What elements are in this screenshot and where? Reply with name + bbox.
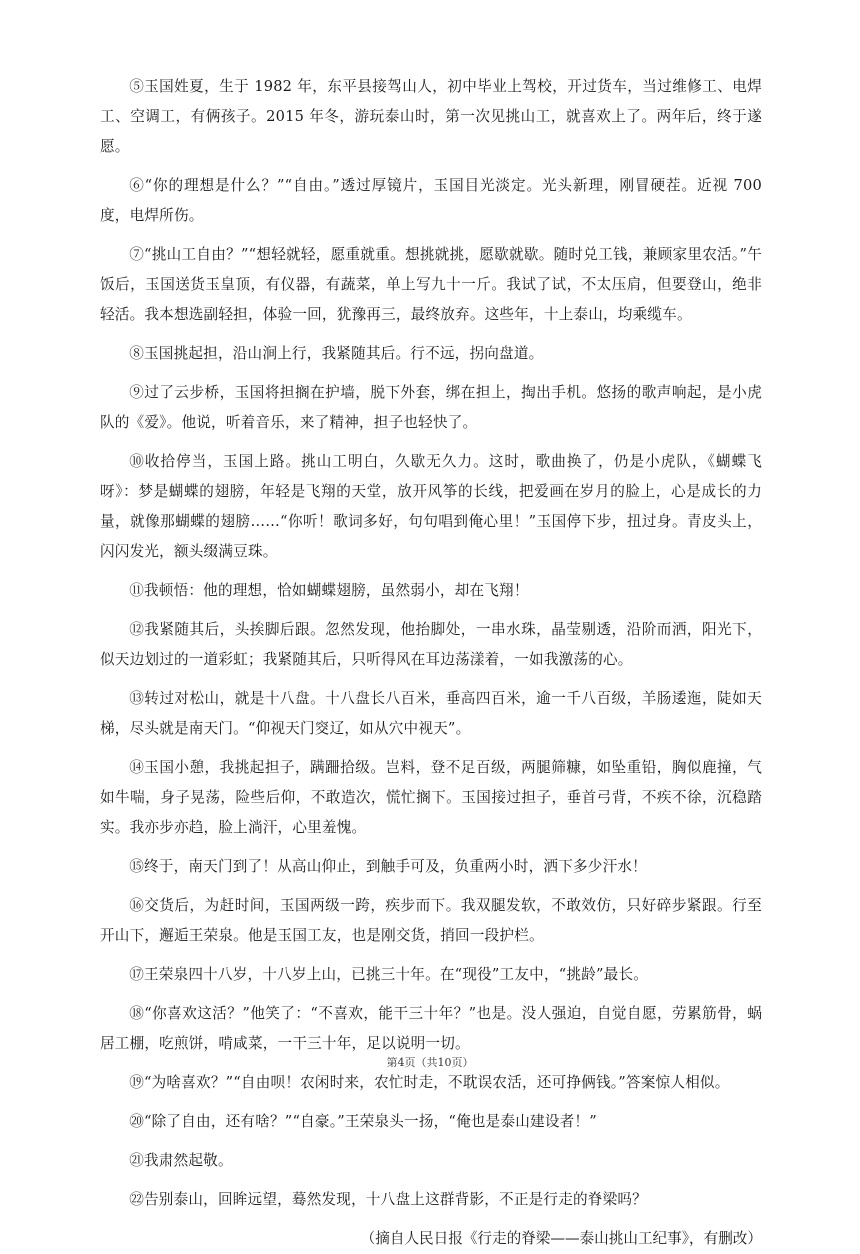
paragraph-7: ⑦“挑山工自由？”“想轻就轻，愿重就重。想挑就挑，愿歇就歇。随时兑工钱，兼顾家里农活。”午饭后，玉国送货玉皇顶，有仪器，有蔬菜，单上写九十一斤。我试了试，不太压肩，但要登山，绝非轻活。我本想选副轻担，体验一回，犹豫再三，最终放弃。这些年，十上泰山，均乘缆车。 <box>100 246 762 323</box>
page-footer: 第4页（共10页） <box>386 1056 474 1069</box>
paragraph-9: ⑨过了云步桥，玉国将担搁在护墙，脱下外套，绑在担上，掏出手机。悠扬的歌声响起，是小虎队的《爱》。他说，听着音乐，来了精神，担子也轻快了。 <box>100 384 762 431</box>
paragraph-6: ⑥“你的理想是什么？”“自由。”透过厚镜片，玉国目光淡定。光头新理，刚冒硬茬。近视 700 度，电焊所伤。 <box>100 177 762 224</box>
paragraph-13: ⑬转过对松山，就是十八盘。十八盘长八百米，垂高四百米，逾一千八百级，羊肠逶迤，陡如天梯，尽头就是南天门。“仰视天门窔辽，如从穴中视天”。 <box>100 690 762 737</box>
paragraph-17: ⑰王荣泉四十八岁，十八岁上山，已挑三十年。在“现役”工友中，“挑龄”最长。 <box>129 966 649 983</box>
paragraph-21: ㉑我肃然起敬。 <box>129 1152 233 1169</box>
paragraph-18: ⑱“你喜欢这活？”他笑了：“不喜欢，能干三十年？”也是。没人强迫，自觉自愿，劳累筋骨，蜗居工棚，吃煎饼，啃咸菜，一干三十年，足以说明一切。 <box>100 1005 762 1052</box>
paragraph-20: ⑳“除了自由，还有啥？”“自豪。”王荣泉头一扬，“俺也是泰山建设者！” <box>129 1113 597 1130</box>
paragraph-8: ⑧玉国挑起担，沿山涧上行，我紧随其后。行不远，拐向盘道。 <box>129 345 544 362</box>
paragraph-10: ⑩收拾停当，玉国上路。挑山工明白，久歇无久力。这时，歌曲换了，仍是小虎队，《蝴蝶飞呀》：梦是蝴蝶的翅膀，年轻是飞翔的天堂，放开风筝的长线，把爱画在岁月的脸上，心是成长的力量，就像那蝴蝶的翅膀……“你听！歌词多好，句句唱到俺心里！”玉国停下步，扭过身。青皮头上，闪闪发光，额头缀满豆珠。 <box>100 453 762 560</box>
paragraph-22: ㉒告别泰山，回眸远望，蓦然发现，十八盘上这群背影，不正是行走的脊梁吗？ <box>129 1191 647 1208</box>
paragraph-5: ⑤玉国姓夏，生于 1982 年，东平县接驾山人，初中毕业上驾校，开过货车，当过维修工、电焊工、空调工，有俩孩子。2015 年冬，游玩泰山时，第一次见挑山工，就喜欢上了。两年后，终于遂愿。 <box>100 78 762 155</box>
paragraph-14: ⑭玉国小憩，我挑起担子，蹒跚拾级。岂料，登不足百级，两腿筛糠，如坠重铅，胸似鹿撞，气如牛喘，身子晃荡，险些后仰，不敢造次，慌忙搁下。玉国接过担子，垂首弓背，不疾不徐，沉稳踏实。我亦步亦趋，脸上淌汗，心里羞愧。 <box>100 759 762 836</box>
paragraph-11: ⑪我顿悟：他的理想，恰如蝴蝶翅膀，虽然弱小，却在飞翔！ <box>129 582 529 599</box>
paragraph-12: ⑫我紧随其后，头挨脚后跟。忽然发现，他抬脚处，一串水珠，晶莹剔透，沿阶而洒，阳光下，似天边划过的一道彩虹；我紧随其后，只听得风在耳边荡漾着，一如我激荡的心。 <box>100 621 762 668</box>
article-body <box>100 72 762 1254</box>
paragraph-19: ⑲“为啥喜欢？”“自由呗！农闲时来，农忙时走，不耽误农活，还可挣俩钱。”答案惊人相似。 <box>129 1074 730 1091</box>
paragraph-15: ⑮终于，南天门到了！从高山仰止，到触手可及，负重两小时，洒下多少汗水！ <box>129 858 647 875</box>
source-citation: （摘自人民日报《行走的脊梁——泰山挑山工纪事》，有删改） <box>360 1230 762 1247</box>
paragraph-16: ⑯交货后，为赶时间，玉国两级一跨，疾步而下。我双腿发软，不敢效仿，只好碎步紧跟。行至开山下，邂逅王荣泉。他是玉国工友，也是刚交货，捎回一段护栏。 <box>100 897 762 944</box>
